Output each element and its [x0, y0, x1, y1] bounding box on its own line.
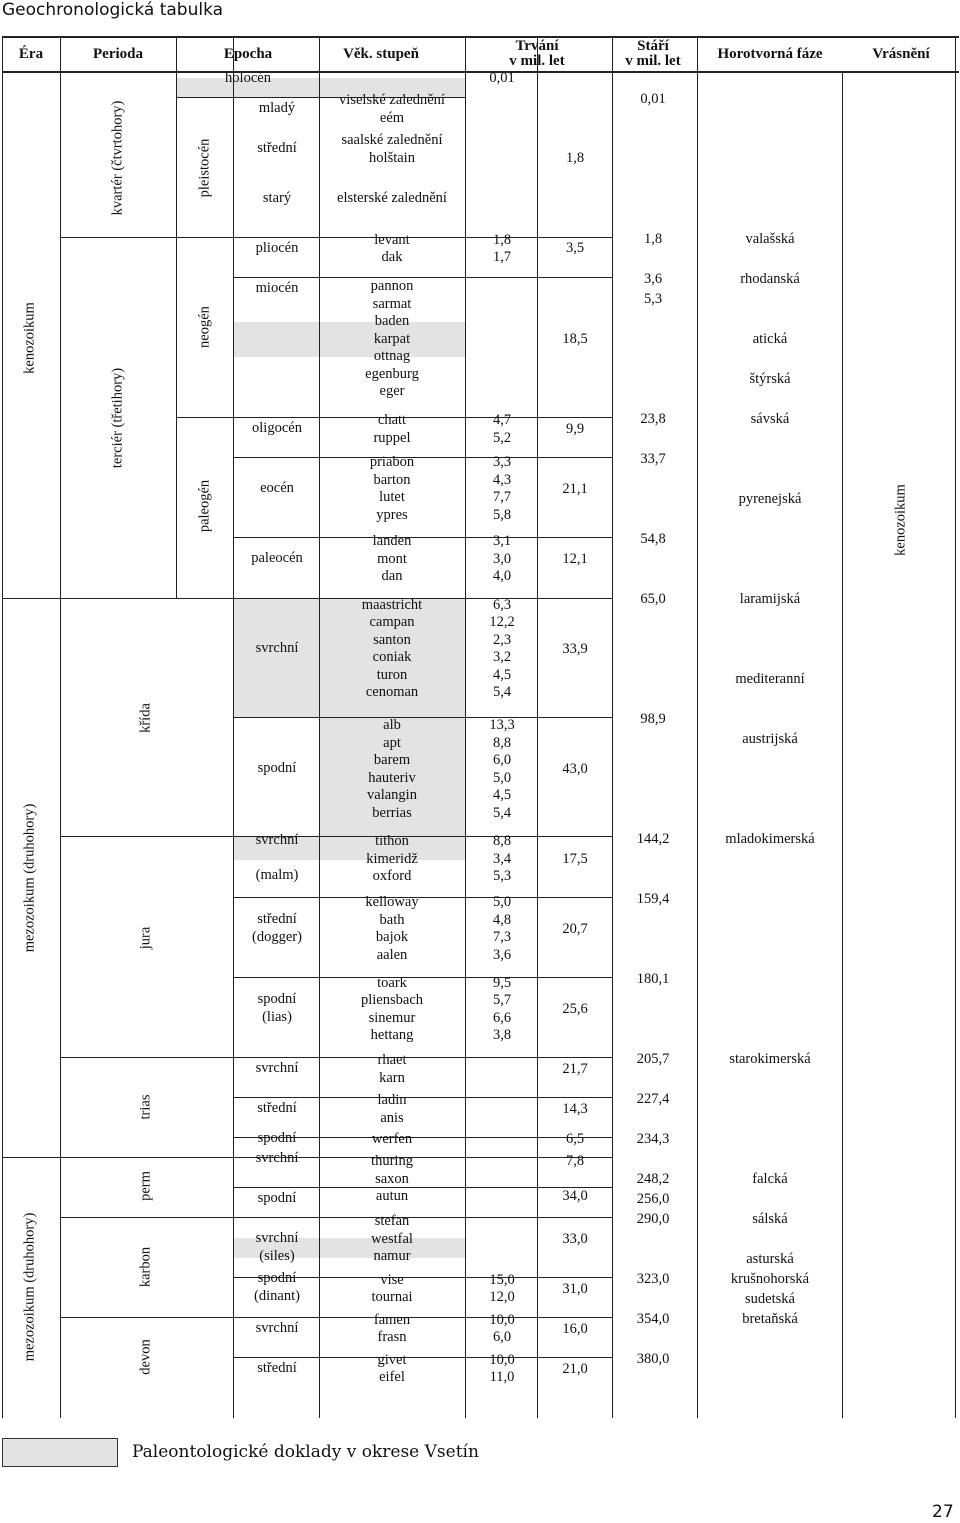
stage-duration-value: 11,0 — [489, 1369, 515, 1385]
epoch-duration-value: 31,0 — [562, 1281, 588, 1297]
stage-label: egenburg — [365, 366, 419, 382]
age-value: 3,6 — [643, 271, 663, 287]
epoch-duration-value: 7,8 — [565, 1153, 585, 1169]
stage-label: campan — [369, 614, 415, 630]
stage-label: pannon — [370, 278, 414, 294]
stage-duration-value: 4,5 — [492, 787, 512, 803]
stage-label: landen — [372, 533, 412, 549]
epoch-label: eocén — [260, 480, 294, 496]
stage-duration-value: 3,1 — [492, 533, 512, 549]
stage-label: alb — [383, 717, 401, 733]
column-header: Epocha — [223, 46, 273, 62]
column-header: Trvání v mil. let — [509, 38, 565, 69]
era-label: kenozoikum — [21, 302, 38, 374]
stage-label: berrias — [372, 805, 412, 821]
stage-label: pliensbach — [360, 992, 424, 1008]
column-header: Horotvorná fáze — [717, 46, 823, 62]
stage-label: maastricht — [361, 597, 423, 613]
stage-label: turon — [376, 667, 408, 683]
stage-duration-value: 13,3 — [489, 717, 515, 733]
subperiod-label: pleistocén — [196, 138, 213, 198]
epoch-duration-value: 1,8 — [565, 150, 585, 166]
epoch-label: pliocén — [255, 240, 299, 256]
stage-label: ruppel — [373, 430, 411, 446]
orogenic-phase-label: asturská — [746, 1251, 794, 1267]
epoch-label: svrchní — [255, 640, 299, 656]
age-value: 354,0 — [636, 1311, 670, 1327]
stage-label: tournai — [371, 1289, 413, 1305]
stage-label: werfen — [371, 1131, 413, 1147]
stage-duration-value: 4,7 — [492, 412, 512, 428]
orogenic-phase-label: sávská — [750, 411, 790, 427]
epoch-label: střední — [257, 911, 297, 927]
orogenic-phase-label: štýrská — [749, 371, 791, 387]
stage-duration-value: 1,8 — [492, 232, 512, 248]
grid-line — [234, 457, 613, 458]
stage-label: sinemur — [368, 1010, 416, 1026]
stage-duration-value: 6,6 — [492, 1010, 512, 1026]
age-value: 380,0 — [636, 1351, 670, 1367]
stage-duration-value: 6,0 — [492, 1329, 512, 1345]
grid-line — [537, 36, 538, 1418]
epoch-duration-value: 25,6 — [562, 1001, 588, 1017]
stage-label: hauteriv — [368, 770, 416, 786]
stage-duration-value: 1,7 — [492, 249, 512, 265]
epoch-label: miocén — [255, 280, 299, 296]
stage-duration-value: 5,8 — [492, 507, 512, 523]
orogenic-phase-label: falcká — [752, 1171, 788, 1187]
subperiod-label: neogén — [196, 306, 213, 348]
stage-label: eger — [379, 383, 405, 399]
orogenic-phase-label: pyrenejská — [738, 491, 802, 507]
grid-line — [234, 717, 613, 718]
age-value: 23,8 — [640, 411, 666, 427]
stage-label: aalen — [376, 947, 408, 963]
period-label: karbon — [137, 1246, 154, 1288]
stage-label: givet — [377, 1352, 407, 1368]
grid-line — [2, 71, 959, 73]
stage-label: ypres — [376, 507, 408, 523]
epoch-label: svrchní — [255, 1230, 299, 1246]
stage-duration-value: 5,4 — [492, 684, 512, 700]
grid-line — [61, 1317, 613, 1318]
period-label: kvartér (čtvrtohory) — [109, 100, 126, 216]
epoch-duration-value: 12,1 — [562, 551, 588, 567]
stage-duration-value: 12,0 — [489, 1289, 515, 1305]
orogenic-phase-label: laramijská — [739, 591, 801, 607]
stage-label: karpat — [373, 331, 411, 347]
epoch-label: střední — [257, 1100, 297, 1116]
stage-duration-value: 8,8 — [492, 833, 512, 849]
stage-label: mont — [377, 551, 407, 567]
period-label: perm — [137, 1171, 154, 1201]
orogenic-phase-label: sálská — [752, 1211, 788, 1227]
stage-label: santon — [373, 632, 411, 648]
stage-label: ladin — [377, 1092, 407, 1108]
grid-line — [60, 36, 61, 1418]
period-label: jura — [137, 926, 154, 950]
period-label: terciér (třetihory) — [109, 367, 126, 469]
stage-label: namur — [373, 1248, 411, 1264]
age-value: 144,2 — [636, 831, 670, 847]
era-label: mezozoikum (druhohory) — [21, 803, 38, 953]
age-value: 98,9 — [640, 711, 666, 727]
stage-label: valangin — [367, 787, 417, 803]
epoch-label: oligocén — [252, 420, 302, 436]
stage-duration-value: 5,7 — [492, 992, 512, 1008]
age-value: 1,8 — [643, 231, 663, 247]
column-header: Éra — [18, 46, 44, 62]
column-header: Perioda — [93, 46, 143, 62]
stage-label: coniak — [372, 649, 412, 665]
grid-line — [2, 36, 3, 1418]
age-value: 205,7 — [636, 1051, 670, 1067]
epoch-duration-value: 21,1 — [562, 481, 588, 497]
era-label: mezozoikum (druhohory) — [21, 1212, 38, 1362]
age-value: 65,0 — [640, 591, 666, 607]
period-label: křída — [137, 703, 154, 733]
orogenic-phase-label: rhodanská — [740, 271, 800, 287]
stage-label: bath — [379, 912, 405, 928]
grid-line — [234, 977, 613, 978]
grid-line — [61, 1057, 613, 1058]
grid-line — [61, 237, 613, 238]
stage-label: eifel — [379, 1369, 405, 1385]
epoch-duration-value: 33,0 — [562, 1231, 588, 1247]
period-label: trias — [137, 1094, 154, 1120]
stage-label: sarmat — [372, 296, 412, 312]
stage-label: apt — [383, 735, 401, 751]
epoch-label: svrchní — [255, 1060, 299, 1076]
stage-label: rhaet — [377, 1052, 407, 1068]
epoch-duration-value: 33,9 — [562, 641, 588, 657]
orogenic-phase-label: atická — [752, 331, 788, 347]
stage-label: thuring — [371, 1153, 413, 1169]
age-value: 54,8 — [640, 531, 666, 547]
stage-duration-value: 12,2 — [489, 614, 515, 630]
epoch-label: mladý — [258, 100, 296, 116]
age-value: 5,3 — [643, 291, 663, 307]
epoch-label: svrchní — [255, 1320, 299, 1336]
stage-duration-value: 10,0 — [489, 1352, 515, 1368]
epoch-duration-value: 17,5 — [562, 851, 588, 867]
age-value: 180,1 — [636, 971, 670, 987]
legend-swatch — [2, 1438, 118, 1467]
stage-duration-value: 5,4 — [492, 805, 512, 821]
stage-label: anis — [380, 1110, 404, 1126]
epoch-label: (siles) — [259, 1248, 295, 1264]
stage-label: kimeridž — [366, 851, 418, 867]
stage-duration-value: 9,5 — [492, 975, 512, 991]
stage-label: westfal — [371, 1231, 413, 1247]
epoch-label: spodní — [257, 1190, 297, 1206]
stage-label: lutet — [379, 489, 405, 505]
orogenic-phase-label: sudetská — [745, 1291, 795, 1307]
stage-label: dak — [381, 249, 403, 265]
stage-duration-value: 4,5 — [492, 667, 512, 683]
stage-duration-value: 5,0 — [492, 770, 512, 786]
epoch-duration-value: 18,5 — [562, 331, 588, 347]
stage-duration-value: 7,7 — [492, 489, 512, 505]
epoch-duration-value: 43,0 — [562, 761, 588, 777]
stage-duration-value: 8,8 — [492, 735, 512, 751]
stage-label: autun — [375, 1188, 409, 1204]
orogenic-phase-label: mediteranní — [735, 671, 805, 687]
epoch-label: (malm) — [255, 867, 299, 883]
epoch-label: (lias) — [262, 1009, 292, 1025]
stage-duration-value: 4,3 — [492, 472, 512, 488]
stage-label: karn — [379, 1070, 405, 1086]
stage-label: kelloway — [365, 894, 419, 910]
orogenic-phase-label: austrijská — [742, 731, 798, 747]
grid-line — [319, 36, 320, 1418]
stage-label: baden — [374, 313, 410, 329]
stage-duration-value: 4,8 — [492, 912, 512, 928]
grid-line — [697, 36, 698, 1418]
grid-line — [842, 72, 843, 1418]
grid-line — [2, 36, 959, 38]
vrasneni-label: kenozoikum — [892, 484, 909, 556]
stage-label: holštain — [369, 150, 415, 166]
age-value: 256,0 — [636, 1191, 670, 1207]
period-label: devon — [137, 1339, 154, 1375]
grid-line — [61, 1217, 613, 1218]
stage-duration-value: 3,4 — [492, 851, 512, 867]
orogenic-phase-label: krušnohorská — [730, 1271, 810, 1287]
age-value: 227,4 — [636, 1091, 670, 1107]
epoch-label: spodní — [257, 1130, 297, 1146]
stage-label: priabon — [369, 454, 415, 470]
stage-duration-value: 5,0 — [492, 894, 512, 910]
subperiod-label: paleogén — [196, 479, 213, 533]
age-value: 234,3 — [636, 1131, 670, 1147]
epoch-duration-value: 21,0 — [562, 1361, 588, 1377]
epoch-label: paleocén — [251, 550, 303, 566]
grid-line — [234, 1097, 613, 1098]
epoch-duration-value: 16,0 — [562, 1321, 588, 1337]
stage-label: vise — [380, 1272, 404, 1288]
stage-duration-value: 3,2 — [492, 649, 512, 665]
age-value: 248,2 — [636, 1171, 670, 1187]
legend-label: Paleontologické doklady v okrese Vsetín — [132, 1442, 479, 1462]
grid-line — [233, 36, 234, 1418]
epoch-label: svrchní — [255, 1150, 299, 1166]
grid-line — [2, 1157, 613, 1158]
stage-label: barem — [373, 752, 411, 768]
column-header: Stáří v mil. let — [625, 38, 681, 69]
grid-line — [234, 277, 613, 278]
stage-label: chatt — [377, 412, 407, 428]
stage-label: oxford — [372, 868, 412, 884]
orogenic-phase-label: valašská — [745, 231, 795, 247]
epoch-duration-value: 9,9 — [565, 421, 585, 437]
epoch-duration-value: 3,5 — [565, 240, 585, 256]
stage-label: tithon — [375, 833, 409, 849]
orogenic-phase-label: starokimerská — [729, 1051, 811, 1067]
grid-line — [234, 1357, 613, 1358]
epoch-duration-value: 21,7 — [562, 1061, 588, 1077]
grid-line — [465, 36, 466, 1418]
stage-label: cenoman — [365, 684, 419, 700]
epoch-label: spodní — [257, 991, 297, 1007]
stage-duration-value: 6,3 — [492, 597, 512, 613]
epoch-label: (dogger) — [252, 929, 302, 945]
highlight-cell — [234, 598, 465, 718]
highlight-cell — [234, 322, 465, 357]
column-header: Věk. stupeň — [343, 46, 419, 62]
stage-duration-value: 3,8 — [492, 1027, 512, 1043]
stage-label: toark — [377, 975, 407, 991]
grid-line — [234, 897, 613, 898]
age-value: 159,4 — [636, 891, 670, 907]
page-title: Geochronologická tabulka — [2, 0, 224, 20]
epoch-label: spodní — [257, 1270, 297, 1286]
epoch-label: střední — [257, 1360, 297, 1376]
stage-duration-value: 5,3 — [492, 868, 512, 884]
stage-label: stefan — [374, 1213, 410, 1229]
grid-line — [176, 36, 177, 599]
page-number: 27 — [932, 1502, 954, 1522]
stage-label: viselské zalednění — [339, 92, 445, 108]
stage-duration-value: 6,0 — [492, 752, 512, 768]
stage-label: saxon — [375, 1171, 409, 1187]
epoch-label: střední — [257, 140, 297, 156]
stage-label: frasn — [377, 1329, 407, 1345]
epoch-duration-value: 20,7 — [562, 921, 588, 937]
grid-line — [61, 836, 613, 837]
stage-label: barton — [373, 472, 411, 488]
column-header: Vrásnění — [872, 46, 930, 62]
stage-label: ottnag — [373, 348, 411, 364]
age-value: 323,0 — [636, 1271, 670, 1287]
stage-duration-value: 3,3 — [492, 454, 512, 470]
stage-label: famen — [373, 1312, 411, 1328]
stage-duration-value: 0,01 — [489, 70, 515, 86]
orogenic-phase-label: mladokimerská — [725, 831, 815, 847]
epoch-label: starý — [262, 190, 292, 206]
epoch-label: svrchní — [255, 832, 299, 848]
stage-label: dan — [381, 568, 403, 584]
age-value: 290,0 — [636, 1211, 670, 1227]
stage-duration-value: 15,0 — [489, 1272, 515, 1288]
stage-duration-value: 2,3 — [492, 632, 512, 648]
epoch-label: (dinant) — [254, 1288, 300, 1304]
stage-duration-value: 3,0 — [492, 551, 512, 567]
stage-duration-value: 5,2 — [492, 430, 512, 446]
grid-line — [234, 537, 613, 538]
grid-line — [2, 598, 613, 599]
age-value: 0,01 — [640, 91, 666, 107]
epoch-label: spodní — [257, 760, 297, 776]
stage-label: bajok — [375, 929, 409, 945]
grid-line — [234, 1187, 613, 1188]
stage-duration-value: 7,3 — [492, 929, 512, 945]
orogenic-phase-label: bretaňská — [742, 1311, 798, 1327]
stage-label: elsterské zalednění — [337, 190, 447, 206]
stage-duration-value: 10,0 — [489, 1312, 515, 1328]
grid-line — [612, 36, 613, 1418]
stage-duration-value: 3,6 — [492, 947, 512, 963]
stage-duration-value: 4,0 — [492, 568, 512, 584]
stage-label: levant — [374, 232, 410, 248]
epoch-label: holocén — [225, 70, 271, 86]
stage-label: saalské zalednění — [341, 132, 443, 148]
stage-label: hettang — [370, 1027, 414, 1043]
stage-label: eém — [379, 110, 405, 126]
epoch-duration-value: 6,5 — [565, 1131, 585, 1147]
epoch-duration-value: 34,0 — [562, 1188, 588, 1204]
grid-line — [955, 36, 956, 1418]
age-value: 33,7 — [640, 451, 666, 467]
epoch-duration-value: 14,3 — [562, 1101, 588, 1117]
